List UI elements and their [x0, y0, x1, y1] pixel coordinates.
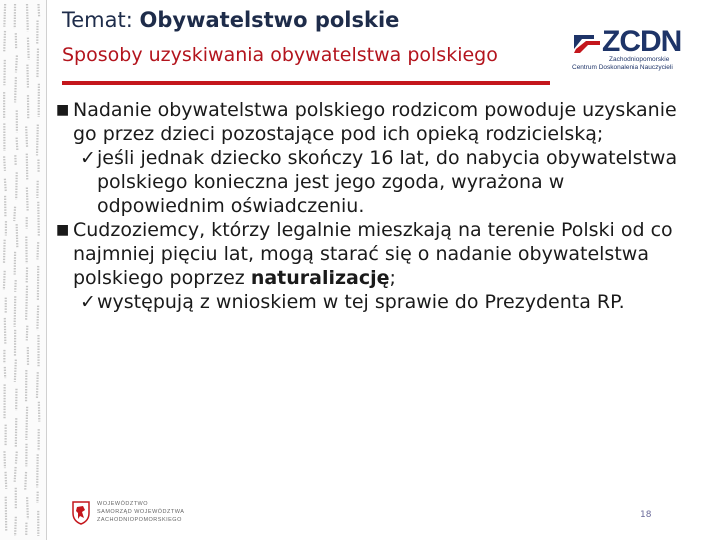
handwriting-stroke — [4, 271, 5, 290]
bullet-parents — [56, 98, 696, 146]
handwriting-stroke — [17, 224, 18, 248]
handwriting-stroke — [16, 55, 17, 72]
handwriting-stroke — [27, 188, 28, 211]
handwriting-stroke — [15, 467, 16, 482]
griffin-emblem-icon — [70, 499, 92, 525]
handwriting-stroke — [27, 154, 28, 181]
strip-divider — [46, 0, 47, 540]
zcdn-logo — [572, 27, 682, 77]
checkmark-icon: ✓ — [80, 291, 96, 313]
handwriting-stroke — [37, 125, 38, 156]
subbullet-age — [56, 146, 696, 218]
handwriting-stroke — [16, 172, 17, 199]
region-logo — [70, 497, 200, 529]
square-bullet-icon: ■ — [56, 102, 70, 118]
handwriting-stroke — [27, 497, 28, 519]
title-topic: Obywatelstwo polskie — [139, 8, 400, 32]
logo-tagline-1: Zachodniopomorskie — [609, 56, 670, 63]
handwriting-stroke — [16, 452, 17, 464]
handwriting-stroke — [37, 49, 38, 78]
handwriting-stroke — [15, 296, 16, 327]
handwriting-decoration — [0, 0, 46, 540]
handwriting-stroke — [26, 407, 27, 440]
handwriting-stroke — [37, 372, 38, 398]
handwriting-stroke — [25, 472, 26, 491]
page-number: 18 — [640, 510, 652, 520]
handwriting-stroke — [26, 126, 27, 147]
handwriting-stroke — [14, 207, 15, 221]
page-title — [62, 8, 399, 32]
handwriting-stroke — [17, 138, 18, 151]
slide-body — [56, 98, 696, 314]
handwriting-stroke — [15, 280, 16, 292]
handwriting-stroke — [38, 4, 39, 17]
page-subtitle: Sposoby uzyskiwania obywatelstwa polskiego — [62, 44, 498, 66]
bullet-foreigners — [56, 218, 696, 290]
bullet-text: Nadanie obywatelstwa polskiego rodzicom powoduje uzyskanie go przez dzieci pozostające pod ich opieką rodzicielską; — [73, 99, 677, 145]
handwriting-stroke — [4, 4, 5, 27]
handwriting-stroke — [38, 202, 39, 236]
bullet-text-end: ; — [389, 267, 396, 289]
handwriting-stroke — [28, 38, 29, 60]
handwriting-stroke — [4, 156, 5, 171]
bold-term: naturalizację — [250, 267, 390, 289]
handwriting-stroke — [6, 472, 7, 489]
logo-tagline-2: Centrum Doskonalenia Nauczycieli — [572, 64, 673, 71]
zcdn-logo-mark-icon — [572, 29, 602, 55]
handwriting-stroke — [15, 77, 16, 102]
handwriting-stroke — [27, 4, 28, 31]
logo-wordmark: ZCDN — [602, 25, 682, 58]
subbullet-president — [56, 290, 696, 314]
region-name-2: SAMORZĄD WOJEWÓDZTWA — [97, 509, 185, 515]
handwriting-stroke — [37, 306, 38, 330]
handwriting-stroke — [27, 65, 28, 88]
handwriting-stroke — [15, 517, 16, 536]
square-bullet-icon: ■ — [56, 222, 70, 238]
title-prefix: Temat: — [62, 8, 133, 32]
handwriting-stroke — [37, 454, 38, 487]
bullet-text: Cudzoziemcy, którzy legalnie mieszkają na terenie Polski od co najmniej pięciu lat, mogą starać się o nadanie obywatelstwa polskiego poprzez — [73, 219, 673, 289]
handwriting-stroke — [27, 326, 28, 341]
handwriting-stroke — [26, 286, 27, 321]
checkmark-icon: ✓ — [80, 147, 96, 169]
handwriting-stroke — [37, 242, 38, 259]
handwriting-stroke — [39, 402, 40, 422]
subbullet-text: występują z wnioskiem w tej sprawie do Prezydenta RP. — [97, 291, 625, 313]
handwriting-stroke — [4, 31, 5, 53]
handwriting-stroke — [5, 318, 6, 344]
handwriting-stroke — [5, 179, 6, 192]
title-underline — [62, 81, 550, 85]
region-name-3: ZACHODNIOPOMORSKIEGO — [97, 517, 182, 523]
handwriting-stroke — [15, 360, 16, 382]
subbullet-text: jeśli jednak dziecko skończy 16 lat, do nabycia obywatelstwa polskiego konieczna jest jego zgoda, wyrażona w odpowiednim oświadczeniu. — [97, 147, 678, 217]
region-name-1: WOJEWÓDZTWO — [97, 501, 149, 507]
handwriting-stroke — [4, 240, 5, 264]
